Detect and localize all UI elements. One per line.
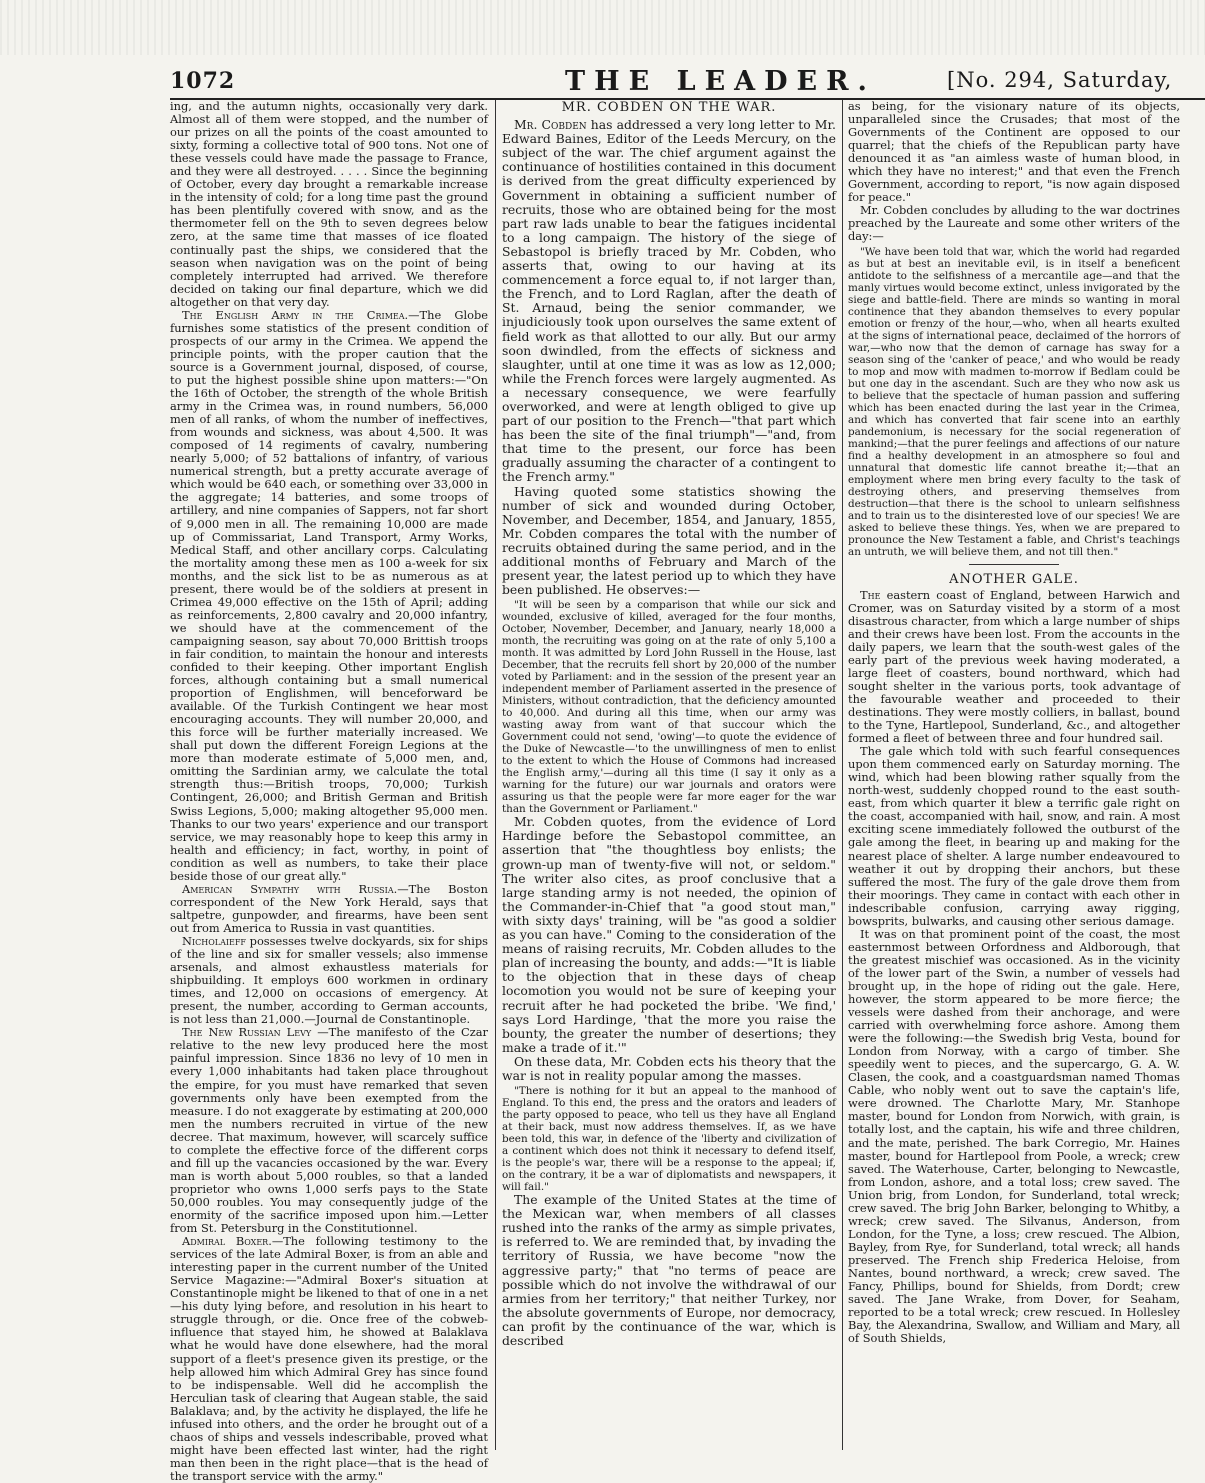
paragraph-body: —The Boston correspondent of the New York Herald, says that saltpetre, gunpowder, and firearms, have been sent out from America to Russia in vast quantities.	[170, 881, 489, 935]
paragraph-lead: The	[860, 587, 881, 602]
paragraph: It was on that prominent point of the coast, the most easternmost between Orfordness and Aldborough, that the greatest mischief was occasioned. As in the vicinity of the lower part of the Swin, a number of vessels had brought up, in the hope of riding out the gale. Here, however, the storm appeared to be more fierce; the vessels were dashed from their anchorage, and were carried with overwhelming force ashore. Among them were the following:—the Swedish brig Vesta, bound for London from Norway, with a cargo of timber. She speedily went to pieces, and the supercargo, G. A. W. Clasen, the cook, and a coastguardsman named Thomas Cable, who nobly went out to save the captain's life, were drowned. The Charlotte Mary, Mr. Stanhope master, bound for London from Norwich, with grain, is totally lost, and the captain, his wife and three children, and the mate, perished. The bark Corregio, Mr. Haines master, bound for Hartlepool from Poole, a wreck; crew saved. The Waterhouse, Carter, belonging to Newcastle, from London, ashore, and a total loss; crew saved. The Union brig, from London, for Sunderland, total wreck; crew saved. The brig John Barker, belonging to Whitby, a wreck; crew saved. The Silvanus, Anderson, from London, for the Tyne, a loss; crew rescued. The Albion, Bayley, from Rye, for Sunderland, total wreck; all hands preserved. The French ship Frederica Heloise, from Nantes, bound northward, a wreck; crew saved. The Fancy, Phillips, bound for Shields, from Dordt; crew saved. The Jane Wrake, from Dover, for Seaham, reported to be a total wreck; crew rescued. In Hollesley Bay, the Alexandrina, Swallow, and William and Mary, all of South Shields,	[848, 926, 1180, 1346]
paragraph: as being, for the visionary nature of its objects, unparalleled since the Crusades; that most of the Governments of the Continent are opposed to our quarrel; that the chiefs of the Republican party have denounced it as "an aimless waste of human blood, in which they have no interest;" and that even the French Government, according to report, "is now again disposed for peace."	[848, 99, 1180, 205]
page-edge-speckle	[0, 0, 1205, 55]
paragraph	[170, 1235, 488, 1483]
column-divider	[495, 100, 496, 1450]
paragraph-lead: Nicholaieff	[182, 934, 246, 948]
paragraph: ing, and the autumn nights, occasionally very dark. Almost all of them were stopped, and the number of our prizes on all the points of the coast amounted to sixty, forming a collective total of 900 tons. Not one of these vessels could have made the passage to France, and they were all destroyed. . . . . Since the beginning of October, every day brought a remarkable increase in the intensity of cold; for a long time past the ground has been plentifully covered with snow, and as the thermometer fell on the 9th to seven degrees below zero, at the same time that masses of ice floated continually past the ships, we considered that the season when navigation was on the point of being completely interrupted had arrived. We therefore decided on taking our final departure, which we did altogether on that very day.	[170, 99, 488, 309]
paragraph: Having quoted some statistics showing the number of sick and wounded during October, November, and December, 1854, and January, 1855, Mr. Cobden compares the total with the number of recruits obtained during the same period, and in the additional months of February and March of the present year, the latest period up to which they have been published. He observes:—	[502, 483, 836, 598]
column-divider	[842, 100, 843, 1450]
paragraph	[170, 309, 488, 883]
paragraph-lead: American Sympathy with Russia.	[182, 881, 398, 896]
quotation: "We have been told that war, which the world had regarded as but at best an inevitable evil, is in itself a beneficent antidote to the selfishness of a mercantile age—and that the manly virtues would become extinct, unless invigorated by the siege and battle-field. There are minds so wanting in moral continence that they abandon themselves to every popular emotion or frenzy of the hour,—who, when all hearts exulted at the signs of international peace, declaimed of the horrors of war,—who now that the demon of carnage has sway for a season sing of the 'canker of peace,' and who would be ready to mop and mow with madmen to-morrow if Bedlam could be but one day in the ascendant. Such are they who now ask us to believe that the spectacle of human passion and suffering which has been enacted during the last year in the Crimea, and which has converted that fair scene into an earthly pandemonium, is necessary for the social regeneration of mankind;—that the purer feelings and affections of our nature find a healthy development in an atmosphere so foul and unnatural that domestic life cannot breathe it;—that an employment where men bring every faculty to the task of destroying others, and preserving themselves from destruction—that there is the school to unlearn selfishness and to train us to the disinterested love of our species! We are asked to believe these things. Yes, when we are prepared to pronounce the New Testament a fable, and Christ's teachings an untruth, we will believe them, and not till then."	[848, 245, 1180, 558]
paragraph	[170, 1026, 488, 1235]
paragraph	[848, 589, 1180, 746]
article-heading: MR. COBDEN ON THE WAR.	[561, 100, 777, 115]
paragraph-body: possesses twelve dockyards, six for ships of the line and six for smaller vessels; also immense arsenals, and almost exhaustless materials for shipbuilding. It employs 600 workmen in ordinary times, and 12,000 on occasions of emergency. At present, the number, according to German accounts, is not less than 21,000.—Journal de Constantinople.	[170, 934, 488, 1027]
paragraph: The gale which told with such fearful consequences upon them commenced early on Saturday morning. The wind, which had been blowing rather squally from the north-west, suddenly chopped round to the east south-east, from which quarter it blew a terrific gale right on the coast, accompanied with hail, snow, and rain. A most exciting scene immediately followed the outburst of the gale among the fleet, in bearing up and making for the nearest place of shelter. A large number endeavoured to weather it out by dropping their anchors, but these suffered the most. The fury of the gale drove them from their moorings. They came in contact with each other in indescribable confusion, carrying away rigging, bowsprits, bulwarks, and causing other serious damage.	[848, 744, 1180, 928]
paragraph	[170, 883, 488, 935]
paragraph	[502, 118, 836, 484]
paragraph-body: has addressed a very long letter to Mr. Edward Baines, Editor of the Leeds Mercury, on the subject of the war. The chief argument against the continuance of hostilities contained in this document is derived from the great difficulty experienced by Government in obtaining a sufficient number of recruits, those who are obtained being for the most part raw lads unable to bear the fatigues incidental to a long campaign. The history of the siege of Sebastopol is briefly traced by Mr. Cobden, who asserts that, owing to our having at its commencement a force equal to, if not larger than, the French, and to Lord Raglan, after the death of St. Arnaud, being the senior commander, we injudiciously took upon ourselves the same extent of field work as that allotted to our ally. But our army soon dwindled, from the effects of sickness and slaughter, until at one time it was as low as 12,000; while the French forces were largely augmented. As a necessary consequence, we were fearfully overworked, and were at length obliged to give up part of our position to the French—"that part which has been the site of the final triumph"—"and, from that time to the present, our force has been gradually assuming the character of a contingent to the French army."	[502, 117, 836, 485]
paragraph-body: —The Globe furnishes some statistics of the present condition of prospects of our army in the Crimea. We append the principle points, with the proper caution that the source is a Government journal, disposed, of course, to put the highest possible shine upon matters:—"On the 16th of October, the strength of the whole British army in the Crimea was, in round numbers, 56,000 men of all ranks, of whom the number of ineffectives, from wounds and sickness, was about 4,500. It was composed of 14 regiments of cavalry, numbering nearly 5,000; of 52 battalions of infantry, of various numerical strength, but a pretty accurate average of which would be 640 each, or something over 33,000 in the aggregate; 14 batteries, and some troops of artillery, and nine companies of Sappers, not far short of 9,000 men in all. The remaining 10,000 are made up of Commissariat, Land Transport, Army Works, Medical Staff, and other ancillary corps. Calculating the mortality among these men as 100 a-week for six months, and the sick list to be as numerous as at present, there would be of the soldiers at present in Crimea 49,000 effective on the 15th of April; adding as reinforcements, 2,800 cavalry and 20,000 infantry, we should have at the commencement of the campaigning season, say about 70,000 Brittish troops in fair condition, to maintain the honour and interests confided to their keeping. Other important English forces, although containing but a small numerical proportion of Englishmen, will benceforward be available. Of the Turkish Contingent we hear most encouraging accounts. They will number 20,000, and this force will be further materially increased. We shall put down the different Foreign Legions at the more than moderate estimate of 5,000 men, and, omitting the Sardinian army, we calculate the total strength thus:—British troops, 70,000; Turkish Contingent, 26,000; and British German and British Swiss Legions, 5,000; making altogether 95,000 men. Thanks to our two years' experience and our transport service, we may reasonably hope to keep this army in health and efficiency; in fact, worthy, in point of condition as well as numbers, to take their place beside those of our great ally."	[170, 307, 488, 883]
article-heading: ANOTHER GALE.	[949, 571, 1079, 587]
paragraph: The example of the United States at the time of the Mexican war, when members of all classes rushed into the ranks of the army as simple privates, is referred to. We are reminded that, by invading the territory of Russia, we have become "now the aggressive party;" that "no terms of peace are possible which do not involve the withdrawal of our armies from her territory;" that neither Turkey, nor the absolute governments of Europe, nor democracy, can profit by the continuance of the war, which is described	[502, 1192, 836, 1348]
page-header	[170, 62, 1205, 100]
column-3	[848, 100, 1180, 1345]
paragraph-lead: Admiral Boxer.	[182, 1234, 272, 1249]
column-1	[170, 100, 488, 1483]
paragraph-body: eastern coast of England, between Harwich and Cromer, was on Saturday visited by a storm of a most disastrous character, from which a large number of ships and their crews have been lost. From the accounts in the daily papers, we learn that the south-west gales of the early part of the previous week having moderated, a large fleet of coasters, bound northward, which had sought shelter in the various ports, took advantage of the favourable weather and proceeded to their destinations. They were mostly colliers, in ballast, bound to the Tyne, Hartlepool, Sunderland, &c., and altogether formed a fleet of between three and four hundred sail.	[848, 587, 1180, 746]
column-2	[502, 100, 836, 1348]
issue-number: [No. 294, Saturday,	[947, 68, 1173, 92]
paragraph-lead: Mr. Cobden	[514, 117, 587, 133]
paragraph-lead: The English Army in the Crimea.	[182, 307, 409, 322]
paragraph-body: —The manifesto of the Czar relative to the new levy produced here the most painful impression. Since 1836 no levy of 10 men in every 1,000 inhabitants had taken place throughout the empire, for you must have remarked that seven governments only have been exempted from the measure. I do not exaggerate by estimating at 200,000 men the numbers recruited in virtue of the new decree. That maximum, however, will scarcely suffice to complete the effective force of the different corps and fill up the vacancies occasioned by the war. Every man is worth about 5,000 roubles, so that a landed proprietor who owns 1,000 serfs pays to the State 50,000 roubles. You may consequently judge of the enormity of the sacrifice imposed upon him.—Letter from St. Petersburg in the Constitutionnel.	[170, 1025, 488, 1236]
quotation: "There is nothing for it but an appeal to the manhood of England. To this end, the press and the orators and leaders of the party opposed to peace, who tell us they have all England at their back, must now address themselves. If, as we have been told, this war, in defence of the 'liberty and civilization of a continent which does not think it necessary to defend itself, is the people's war, there will be a response to the appeal; if, on the contrary, it be a war of diplomatists and newspapers, it will fail."	[502, 1085, 836, 1194]
paragraph-body: —The following testimony to the services of the late Admiral Boxer, is from an able and interesting paper in the current number of the United Service Magazine:—"Admiral Boxer's situation at Constantinople might be likened to that of one in a net—his duty lying before, and resolution in his heart to struggle through, or die. Once free of the cobweb-influence that stayed him, he showed at Balaklava what he would have done elsewhere, had the moral support of a fleet's presence given its prestige, or the help allowed him which Admiral Grey has since found to be indispensable. Well did he accomplish the Herculian task of clearing that Augean stable, the said Balaklava; and, by the activity he displayed, the life he infused into others, and the order he brought out of a chaos of ships and vessels indescribable, proved what might have been effected last winter, had the right man then been in the right place—that is the head of the transport service with the army."	[170, 1234, 488, 1483]
paragraph: Mr. Cobden concludes by alluding to the war doctrines preached by the Laureate and some other writers of the day:—	[848, 203, 1180, 244]
page-number: 1072	[170, 68, 236, 94]
paragraph: Mr. Cobden quotes, from the evidence of Lord Hardinge before the Sebastopol committee, an assertion that "the thoughtless boy enlists; the grown-up man of twenty-five will not, or seldom." The writer also cites, as proof conclusive that a large standing army is not needed, the opinion of the Commander-in-Chief that "a good stout man," with sixty days' training, will be "as good a soldier as you can have." Coming to the consideration of the means of raising recruits, Mr. Cobden alludes to the plan of increasing the bounty, and adds:—"It is liable to the objection that in these days of cheap locomotion you would not be sure of keeping your recruit after he had pocketed the bribe. 'We find,' says Lord Hardinge, 'that the more you raise the bounty, the greater the number of desertions; they make a trade of it.'"	[502, 814, 836, 1055]
quotation: "It will be seen by a comparison that while our sick and wounded, exclusive of killed, averaged for the four months, October, November, December, and January, nearly 18,000 a month, the recruiting was going on at the rate of only 5,100 a month. It was admitted by Lord John Russell in the House, last December, that the recruits fell short by 20,000 of the number voted by Parliament: and in the session of the present year an independent member of Parliament asserted in the presence of Ministers, without contradiction, that the deficiency amounted to 40,000. And during all this time, when our army was wasting away from want of that succour which the Government could not send, 'owing'—to quote the evidence of the Duke of Newcastle—'to the unwillingness of men to enlist to the extent to which the House of Commons had increased the English army,'—during all this time (I say it only as a warning for the future) our war journals and orators were assuring us that the people were far more eager for the war than the Government or Parliament."	[502, 599, 836, 816]
paragraph	[170, 935, 488, 1026]
paragraph: On these data, Mr. Cobden ects his theory that the war is not in reality popular among the masses.	[502, 1053, 836, 1083]
newspaper-title: THE LEADER.	[565, 66, 876, 97]
paragraph-lead: The New Russian Levy	[182, 1025, 312, 1040]
section-divider	[969, 564, 1059, 565]
